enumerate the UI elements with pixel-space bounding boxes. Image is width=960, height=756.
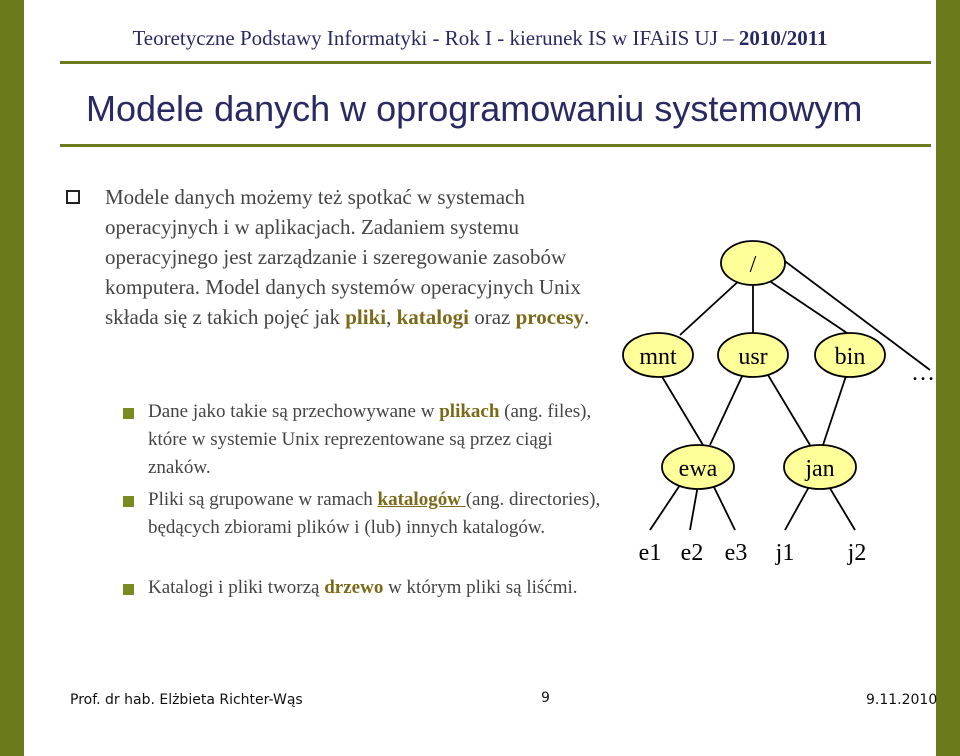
term-drzewo: drzewo <box>324 577 384 598</box>
leaf-e2: e2 <box>680 540 704 566</box>
page-number: 9 <box>541 690 550 706</box>
leaf-j2: j2 <box>847 540 867 566</box>
term-katalogi: katalogi <box>396 305 469 329</box>
node-bin: bin <box>834 344 866 370</box>
edge-root-mnt <box>680 278 742 335</box>
edge-usr-jan <box>765 370 810 445</box>
sub2-text-b: (ang. directories), będących zbiorami plików i (lub) innych katalogów. <box>148 489 601 538</box>
term-katalogow: katalogów <box>377 489 466 510</box>
main-text-3: oraz <box>468 305 516 329</box>
sub1-text-b: (ang. files), które w systemie Unix reprezentowane są przez ciągi znaków. <box>148 401 592 478</box>
edge-jan-j2 <box>828 485 855 530</box>
main-text-2: , <box>386 305 397 329</box>
square-bullet-icon <box>123 408 134 419</box>
main-paragraph <box>105 182 625 332</box>
edge-bin-jan <box>823 370 848 445</box>
edge-usr-ewa <box>710 370 745 445</box>
edge-jan-j1 <box>785 485 810 530</box>
header-divider <box>60 61 931 64</box>
leaf-e3: e3 <box>724 540 748 566</box>
main-text-4: . <box>584 305 590 329</box>
node-jan: jan <box>805 456 835 482</box>
right-border <box>936 0 960 756</box>
term-procesy: procesy <box>515 305 585 329</box>
sub-bullet-2 <box>148 486 608 542</box>
sub3-text-a: Katalogi i pliki tworzą <box>148 577 325 598</box>
edge-ewa-e2 <box>690 485 698 530</box>
node-usr: usr <box>738 344 768 370</box>
node-root: / <box>749 252 757 278</box>
edge-mnt-ewa <box>658 370 703 445</box>
sub2-text-a: Pliki są grupowane w ramach <box>148 489 378 510</box>
sub-bullet-1 <box>148 398 608 482</box>
leaf-e1: e1 <box>638 540 662 566</box>
term-plikach: plikach <box>439 401 500 422</box>
slide-title: Modele danych w oprogramowaniu systemowym <box>86 88 863 129</box>
main-text-1: Modele danych możemy też spotkać w systemach operacyjnych i w aplikacjach. Zadaniem systemu operacyjnego jest zarządzanie i szeregowanie zasobów komputera. Model danych systemów operacyjnych Unix składa się z takich pojęć jak <box>105 185 581 329</box>
square-bullet-icon <box>123 496 134 507</box>
edge-ewa-e1 <box>650 485 680 530</box>
directory-tree-diagram <box>610 230 935 610</box>
hollow-square-bullet-icon <box>66 190 80 204</box>
leaf-j1: j1 <box>775 540 795 566</box>
header-text: Teoretyczne Podstawy Informatyki - Rok I - kierunek IS w IFAiIS UJ – <box>132 26 734 50</box>
footer-date: 9.11.2010 <box>866 692 938 708</box>
edge-root-bin <box>765 278 850 335</box>
node-ellipsis: … <box>911 360 935 386</box>
node-ewa: ewa <box>678 456 718 482</box>
term-pliki: pliki <box>345 305 387 329</box>
sub1-text-a: Dane jako takie są przechowywane w <box>148 401 440 422</box>
footer-author: Prof. dr hab. Elżbieta Richter-Wąs <box>70 692 303 708</box>
header-year: 2010/2011 <box>738 26 828 50</box>
title-divider <box>60 144 931 147</box>
square-bullet-icon <box>123 584 134 595</box>
node-mnt: mnt <box>639 344 677 370</box>
edge-ewa-e3 <box>713 485 735 530</box>
sub3-text-b: w którym pliki są liśćmi. <box>383 577 578 598</box>
tree-labels <box>639 252 935 566</box>
slide-header <box>0 26 960 51</box>
sub-bullet-3 <box>148 574 608 602</box>
left-border <box>0 0 24 756</box>
